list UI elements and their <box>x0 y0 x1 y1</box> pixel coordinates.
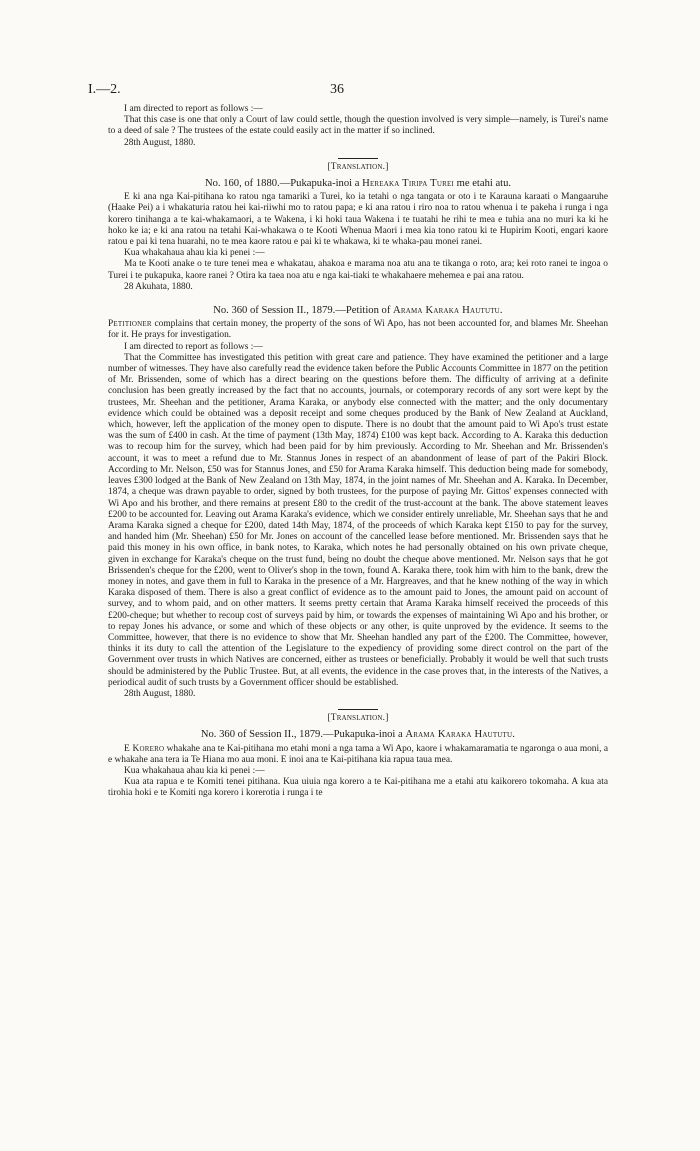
translation-intro: Kua whakahaua ahau kia ki penei :— <box>124 248 265 259</box>
translation-intro: Kua whakahaua ahau kia ki penei :— <box>124 765 265 776</box>
translation-text: whakahe ana te Kai-pitihana mo etahi moni a nga tama a Wi Apo, kaore i whakamaramatia te ngaronga o aua moni, a e whakahe ana tera ia Te Hiana mo aua moni. E inoi ana te Kai-pitihana kia rapua taua mea. <box>108 743 609 765</box>
translation-label: [Translation.] <box>327 713 389 724</box>
petition-title-suffix: me etahi atu. <box>456 178 512 190</box>
page-number: 36 <box>330 82 344 97</box>
report-intro: I am directed to report as follows :— <box>124 341 263 352</box>
petitioner-name: Arama Karaka Haututu. <box>393 305 503 317</box>
report-date: 28th August, 1880. <box>124 137 196 148</box>
report-paragraph: That this case is one that only a Court of law could settle, though the question involved is very simple—namely, is Turei's name to a deed of sale ? The trustees of the estate could easily act in the matter if so inclined. <box>108 115 608 137</box>
translation-label: [Translation.] <box>327 161 389 172</box>
petition-title <box>108 178 608 189</box>
spacer <box>108 293 608 300</box>
translation-paragraph <box>108 744 608 766</box>
report-intro: I am directed to report as follows :— <box>124 104 263 114</box>
translation-paragraph: Kua ata rapua e te Komiti tenei pitihana. Kua uiuia nga korero a te Kai-pitihana me a etahi atu kaikorero tokomaha. A kua ata tirohia hoki e te Komiti nga korero i korerotia i runga i te <box>108 777 608 799</box>
translation-paragraph: Ma te Kooti anake o te ture tenei mea e whakatau, ahakoa e marama noa atu ana te tikanga o roto, ara; kei roto ranei te ingoa o Turei i te pukapuka, kaore ranei ? Otira ka taea noa atu e nga kai-tiaki te whakahaere mehemea e pai ana ratou. <box>108 259 608 281</box>
petitioner-summary <box>108 319 608 341</box>
document-reference: I.—2. <box>88 82 121 97</box>
document-body <box>108 104 608 800</box>
petition-title <box>108 729 608 740</box>
petitioner-text: complains that certain money, the property of the sons of Wi Apo, has not been accounted for, and blames Mr. Sheehan for it. He prays for investigation. <box>108 319 609 341</box>
petitioner-name: Arama Karaka Haututu. <box>405 729 516 741</box>
report-date: 28th August, 1880. <box>124 688 196 699</box>
petition-title-prefix: No. 360 of Session II., 1879.—Petition of <box>213 305 391 317</box>
report-paragraph: That the Committee has investigated this petition with great care and patience. They have examined the petitioner and a large number of witnesses. They have also carefully read the evidence taken before the Public Accounts Committee in 1877 on the petition of Mr. Brissenden, some of which has a direct bearing on the questions before them. The difficulty of arriving at a definite conclusion has been greatly increased by the fact that no accounts, journals, or cotemporary records of any sort were kept by the trustees, Mr. Sheehan and the petitioner, Arama Karaka, or anybody else connected with the matter; and the only documentary evidence which could be obtained was a deposit receipt and some cheques produced by the Bank of New Zealand at Auckland, which, however, left the application of the money open to dispute. There is no doubt that the amount paid to Wi Apo's trust estate was the sum of £400 in cash. At the time of payment (13th May, 1874) £100 was kept back. According to A. Karaka this deduction was to recoup him for the survey, which had been paid for by him previously. According to Mr. Sheehan and Mr. Brissenden's account, it was to meet a refund due to Mr. Stannus Jones in respect of an abandonment of lease of part of the Pakiri Block. According to Mr. Nelson, £50 was for Stannus Jones, and £50 for Arama Karaka himself. This deduction being made for somebody, leaves £300 lodged at the Bank of New Zealand on 13th May, 1874, in the joint names of Mr. Sheehan and A. Karaka. In December, 1874, a cheque was drawn payable to order, signed by both trustees, for the purpose of paying Mr. Gittos' expenses connected with Wi Apo and his brother, and there remains at present £80 to the credit of the trust-account at the bank. The above statement leaves £200 to be accounted for. Leaving out Arama Karaka's evidence, which we consider entirely unreliable, Mr. Sheehan says that he and Arama Karaka signed a cheque for £200, dated 14th May, 1874, of the proceeds of which Karaka kept £150 to pay for the survey, and handed him (Mr. Sheehan) £50 for Mr. Jones on account of the cancelled lease before mentioned. Mr. Brissenden says that he paid this money in his own office, in bank notes, to Karaka, which notes he had personally obtained on his own private cheque, given in exchange for Karaka's cheque on the trust fund, being no doubt the cheque above mentioned. Mr. Nelson says that he got Brissenden's cheque for the £200, went to Oliver's shop in the town, found A. Karaka there, took him with him to the bank, drew the money in notes, and gave them in full to Karaka in the presence of a Mr. Hargreaves, and that he knew nothing of the way in which Karaka disposed of them. There is also a great conflict of evidence as to the amount paid to Jones, the amount paid on account of survey, and to whom paid, and on other matters. It seems pretty certain that Arama Karaka himself received the proceeds of this £200-cheque; but whether to recoup cost of surveys paid by him, or towards the expenses of maintaining Wi Apo and his brother, or to repay Jones his advance, or some and which of these objects or any other, is quite unproved by the evidence. It seems to the Committee, however, that there is no evidence to show that Mr. Sheehan handled any part of the £200. The Committee, however, thinks it its duty to call the attention of the Legislature to the expediency of providing some direct control on the part of the Government over trusts in which Natives are concerned, either as trustees or beneficially. Probably it would be well that such trusts should be administered by the Public Trustee. But, at all events, the evidence in the case proves that, in the interests of the Natives, a periodical audit of such trusts by a Government officer should be established. <box>108 352 608 688</box>
petitioner-label: Petitioner <box>108 319 152 330</box>
petitioner-name: Hereaka Tiripa Turei <box>362 178 454 190</box>
section-divider <box>338 158 378 159</box>
translation-paragraph: E ki ana nga Kai-pitihana ko ratou nga tamariki a Turei, ko ia tetahi o nga tangata or oto i te Karauna karaati o Mangaaruhe (Haake Pei) a i whakaturia ratou hei kai-riiwhi mo to ratou papa; e ki ana ratou i riro noa to ratou whenua i te pakeha i runga i nga korero tinihanga a te kai-whakamaori, a te Wakena, i ki hoki taua Wakena i te tuatahi he rihi te mea e tuhia ana no muri ka ki he hoko ke ia; e ki ana ratou na tetahi Kai-whakawa o te Kooti Whenua Maori i mea kia tono ratou ki te Hupirim Kooti, engari kaore ratou e pai ki tena huarahi, no te mea kaore ratou e pai ki te whakawa, ki te whaka-pau monei ranei. <box>108 192 608 248</box>
petition-title-prefix: No. 360 of Session II., 1879.—Pukapuka-inoi a <box>200 729 403 741</box>
translation-date: 28 Akuhata, 1880. <box>124 281 193 292</box>
petition-title <box>108 305 608 316</box>
petition-title-prefix: No. 160, of 1880.—Pukapuka-inoi a <box>204 178 360 190</box>
section-divider <box>338 709 378 710</box>
translation-lead: E Korero <box>124 743 165 754</box>
